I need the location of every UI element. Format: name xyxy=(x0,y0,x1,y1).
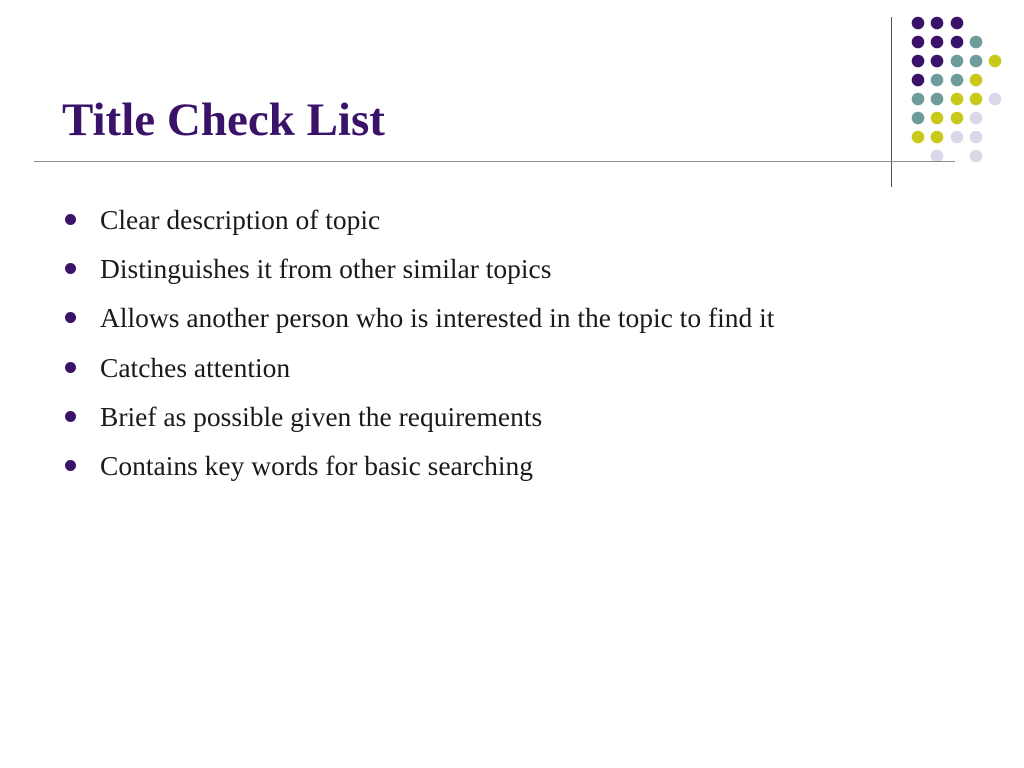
decorative-dot xyxy=(951,55,964,68)
decorative-dot xyxy=(970,112,983,125)
decorative-dot xyxy=(912,93,925,106)
bullet-item xyxy=(62,244,774,293)
bullet-item xyxy=(62,293,774,342)
bullet-icon xyxy=(65,460,76,471)
decorative-dot xyxy=(931,112,944,125)
decorative-dot xyxy=(951,131,964,144)
decorative-dot xyxy=(951,93,964,106)
decorative-dot xyxy=(931,17,944,30)
bullet-list xyxy=(62,195,774,490)
bullet-text: Catches attention xyxy=(100,351,291,383)
bullet-text: Distinguishes it from other similar topics xyxy=(100,253,552,285)
bullet-icon xyxy=(65,362,76,373)
decorative-dot xyxy=(989,55,1002,68)
bullet-text: Allows another person who is interested in the topic to find it xyxy=(100,302,775,334)
decorative-dot xyxy=(912,131,925,144)
bullet-item xyxy=(62,441,774,490)
bullet-icon xyxy=(65,263,76,274)
bullet-text: Brief as possible given the requirements xyxy=(100,400,543,432)
bullet-item xyxy=(62,343,774,392)
decorative-dot xyxy=(931,131,944,144)
decorative-dot xyxy=(989,93,1002,106)
decorative-dot xyxy=(970,150,983,163)
bullet-text: Contains key words for basic searching xyxy=(100,449,534,481)
decorative-dot xyxy=(912,17,925,30)
bullet-item xyxy=(62,195,774,244)
decorative-dot xyxy=(970,131,983,144)
decorative-dot xyxy=(931,93,944,106)
bullet-icon xyxy=(65,214,76,225)
bullet-item xyxy=(62,392,774,441)
bullet-icon xyxy=(65,312,76,323)
decorative-dot xyxy=(970,74,983,87)
decorative-dot xyxy=(931,55,944,68)
decorative-dot xyxy=(931,36,944,49)
decorative-dot xyxy=(970,36,983,49)
decorative-dot xyxy=(912,112,925,125)
decorative-dot xyxy=(912,36,925,49)
decorative-dot xyxy=(951,36,964,49)
title-underline xyxy=(34,161,955,162)
decorative-dot xyxy=(912,74,925,87)
decorative-dot xyxy=(951,74,964,87)
decorative-dot xyxy=(912,55,925,68)
decorative-dot xyxy=(970,93,983,106)
decorative-dot xyxy=(951,112,964,125)
decorative-dot xyxy=(970,55,983,68)
bullet-icon xyxy=(65,411,76,422)
decorative-dot xyxy=(951,17,964,30)
slide-title: Title Check List xyxy=(62,94,385,146)
decorative-dot xyxy=(931,74,944,87)
bullet-text: Clear description of topic xyxy=(100,204,381,235)
